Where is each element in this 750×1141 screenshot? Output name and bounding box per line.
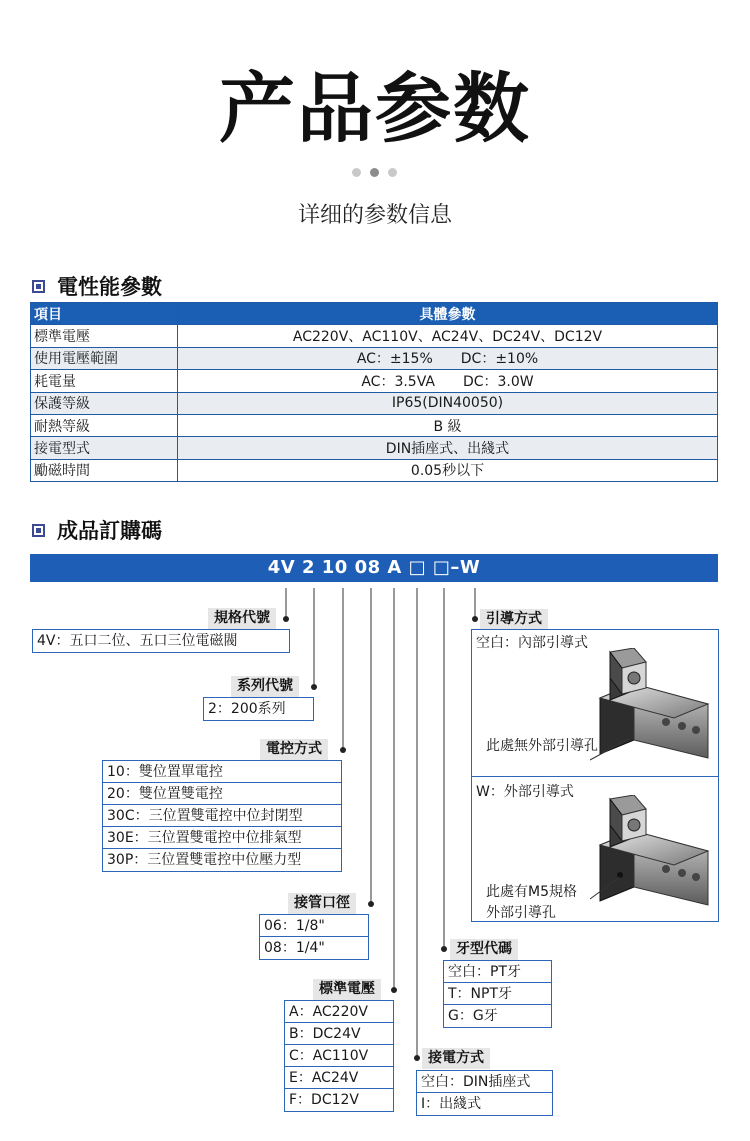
option-row: 2：200系列 — [208, 701, 286, 717]
order-code-bar: 4V 2 10 08 A □ □–W — [30, 554, 718, 582]
connector-dot — [340, 747, 346, 753]
voltage-options — [284, 1000, 394, 1112]
solenoid-valve-internal-icon — [590, 648, 718, 768]
option-row: F：DC12V — [289, 1092, 359, 1108]
table-row — [31, 347, 718, 369]
row-item: 勵磁時間 — [31, 459, 178, 481]
lead-internal-note: 此處無外部引導孔 — [486, 738, 598, 754]
connector-dot — [283, 616, 289, 622]
row-value: AC220V、AC110V、AC24V、DC24V、DC12V — [178, 325, 718, 347]
option-row: C：AC110V — [285, 1045, 393, 1067]
lead-internal-title: 空白：內部引導式 — [476, 635, 588, 651]
square-bullet-icon — [32, 280, 45, 293]
lead-external-note-line2: 外部引導孔 — [486, 905, 556, 921]
option-row: G：G牙 — [448, 1008, 498, 1024]
page-subtitle: 详细的参数信息 — [297, 203, 452, 228]
connection-label: 接電方式 — [422, 1048, 490, 1069]
square-bullet-icon — [32, 524, 45, 537]
lead-external-title: W：外部引導式 — [476, 784, 574, 800]
thread-options — [443, 960, 552, 1028]
option-row: 空白：PT牙 — [444, 961, 551, 983]
option-row: 20：雙位置雙電控 — [103, 783, 341, 805]
option-row: 30C：三位置雙電控中位封閉型 — [103, 805, 341, 827]
column-header-item: 項目 — [31, 303, 178, 325]
series-code-label: 系列代號 — [231, 676, 299, 697]
option-row: I：出綫式 — [421, 1096, 482, 1112]
lead-options — [471, 629, 719, 922]
table-row — [31, 459, 718, 481]
connector-dot — [472, 616, 478, 622]
row-item: 耐熱等級 — [31, 414, 178, 436]
option-row: 30E：三位置雙電控中位排氣型 — [103, 827, 341, 849]
connector-dot — [441, 946, 447, 952]
dot-icon — [352, 168, 361, 177]
row-value: AC：3.5VA DC：3.0W — [178, 370, 718, 392]
carousel-dots — [352, 168, 400, 178]
divider — [472, 776, 718, 777]
option-row: 08：1/4" — [264, 940, 325, 956]
option-row: 06：1/8" — [260, 915, 368, 937]
series-code-options — [203, 697, 314, 721]
row-item: 使用電壓範圍 — [31, 347, 178, 369]
connector-dot — [311, 684, 317, 690]
page-title: 产品参数 — [219, 64, 531, 153]
port-label: 接管口徑 — [288, 893, 356, 914]
voltage-label: 標準電壓 — [313, 979, 381, 1000]
row-value: B 級 — [178, 414, 718, 436]
lead-external-note-line1: 此處有M5規格 — [486, 884, 577, 900]
row-item: 保護等級 — [31, 392, 178, 414]
electrical-spec-table — [30, 302, 718, 482]
option-row: 30P：三位置雙電控中位壓力型 — [107, 852, 302, 868]
table-row — [31, 437, 718, 459]
option-row: T：NPT牙 — [444, 983, 551, 1005]
connector-dot — [391, 987, 397, 993]
table-row — [31, 370, 718, 392]
control-options — [102, 760, 342, 872]
connection-options — [416, 1070, 553, 1116]
spec-code-label: 規格代號 — [208, 608, 276, 629]
connector-dot — [414, 1055, 420, 1061]
table-row — [31, 392, 718, 414]
spec-code-options — [32, 629, 290, 653]
option-row: A：AC220V — [285, 1001, 393, 1023]
section-title: 成品訂購碼 — [57, 519, 162, 543]
section-ordering-header — [32, 516, 162, 544]
table-header-row — [31, 303, 718, 325]
option-row: E：AC24V — [285, 1067, 393, 1089]
thread-label: 牙型代碼 — [450, 939, 518, 960]
section-electrical-header — [32, 272, 162, 300]
option-row: 4V：五口二位、五口三位電磁閥 — [37, 633, 238, 649]
option-row: B：DC24V — [285, 1023, 393, 1045]
table-row — [31, 414, 718, 436]
column-header-value: 具體參數 — [178, 303, 718, 325]
table-row — [31, 325, 718, 347]
option-row: 10：雙位置單電控 — [103, 761, 341, 783]
connector-dot — [368, 901, 374, 907]
port-options — [259, 914, 369, 960]
row-item: 標準電壓 — [31, 325, 178, 347]
lead-label: 引導方式 — [480, 609, 548, 630]
dot-active-icon — [370, 168, 379, 177]
row-value: 0.05秒以下 — [178, 459, 718, 481]
control-label: 電控方式 — [260, 739, 328, 760]
row-item: 耗電量 — [31, 370, 178, 392]
option-row: 空白：DIN插座式 — [417, 1071, 552, 1093]
row-item: 接電型式 — [31, 437, 178, 459]
row-value: DIN插座式、出綫式 — [178, 437, 718, 459]
section-title: 電性能參數 — [57, 275, 162, 299]
solenoid-valve-external-icon — [590, 795, 718, 920]
row-value: AC：±15% DC：±10% — [178, 347, 718, 369]
row-value: IP65(DIN40050) — [178, 392, 718, 414]
dot-icon — [388, 168, 397, 177]
